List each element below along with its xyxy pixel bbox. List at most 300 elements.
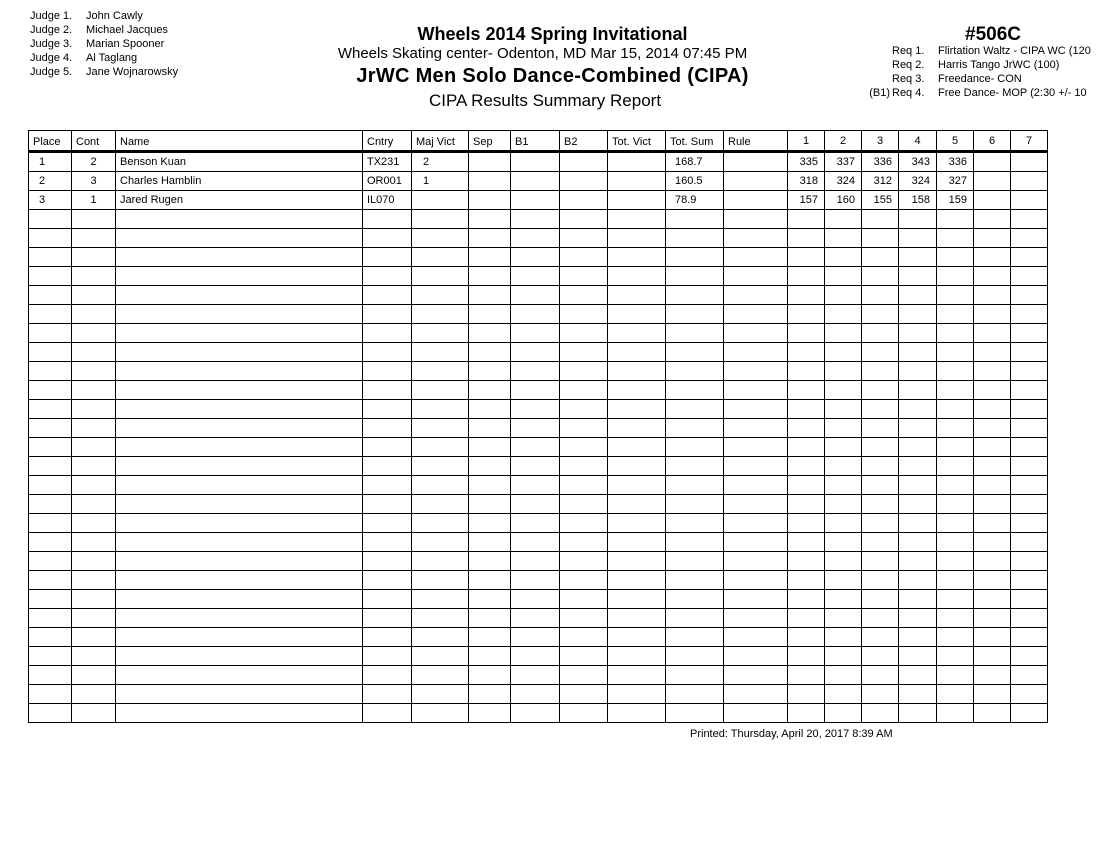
- empty-cell: [666, 704, 724, 723]
- cell-judge-5: 327: [937, 172, 974, 191]
- empty-cell: [560, 533, 608, 552]
- empty-cell: [666, 514, 724, 533]
- empty-cell: [72, 476, 116, 495]
- empty-cell: [608, 476, 666, 495]
- empty-cell: [666, 324, 724, 343]
- empty-cell: [899, 628, 937, 647]
- empty-cell: [937, 286, 974, 305]
- empty-cell: [788, 248, 825, 267]
- empty-cell: [511, 552, 560, 571]
- empty-cell: [899, 400, 937, 419]
- empty-cell: [1011, 286, 1048, 305]
- empty-cell: [363, 362, 412, 381]
- empty-cell: [116, 476, 363, 495]
- empty-cell: [29, 381, 72, 400]
- empty-cell: [1011, 229, 1048, 248]
- empty-cell: [937, 647, 974, 666]
- col-sep: Sep: [469, 131, 511, 152]
- empty-cell: [825, 628, 862, 647]
- empty-cell: [974, 495, 1011, 514]
- empty-cell: [363, 628, 412, 647]
- empty-cell: [469, 286, 511, 305]
- empty-cell: [974, 704, 1011, 723]
- empty-cell: [974, 609, 1011, 628]
- empty-cell: [825, 590, 862, 609]
- empty-cell: [608, 229, 666, 248]
- empty-cell: [469, 571, 511, 590]
- empty-cell: [974, 438, 1011, 457]
- empty-cell: [469, 552, 511, 571]
- empty-cell: [1011, 324, 1048, 343]
- empty-table-row: [29, 552, 1048, 571]
- empty-cell: [608, 495, 666, 514]
- cell-name: Charles Hamblin: [116, 172, 363, 191]
- empty-table-row: [29, 647, 1048, 666]
- empty-cell: [899, 210, 937, 229]
- empty-cell: [937, 514, 974, 533]
- empty-cell: [788, 419, 825, 438]
- empty-cell: [1011, 457, 1048, 476]
- empty-cell: [469, 704, 511, 723]
- cell-judge-1: 318: [788, 172, 825, 191]
- empty-cell: [560, 457, 608, 476]
- empty-cell: [469, 533, 511, 552]
- empty-cell: [974, 647, 1011, 666]
- empty-cell: [72, 457, 116, 476]
- empty-cell: [608, 685, 666, 704]
- col-rule: Rule: [724, 131, 788, 152]
- empty-cell: [511, 305, 560, 324]
- empty-cell: [666, 685, 724, 704]
- empty-cell: [72, 438, 116, 457]
- empty-cell: [363, 495, 412, 514]
- empty-cell: [899, 495, 937, 514]
- empty-cell: [72, 419, 116, 438]
- empty-cell: [825, 495, 862, 514]
- empty-cell: [724, 457, 788, 476]
- empty-cell: [412, 324, 469, 343]
- empty-cell: [666, 400, 724, 419]
- judge-line: Judge 5. Jane Wojnarowsky: [30, 66, 179, 78]
- empty-cell: [862, 305, 899, 324]
- empty-cell: [825, 533, 862, 552]
- empty-cell: [608, 419, 666, 438]
- empty-cell: [1011, 381, 1048, 400]
- empty-cell: [825, 704, 862, 723]
- cell-cntry: IL070: [363, 191, 412, 210]
- judge-name: Al Taglang: [86, 52, 138, 64]
- empty-cell: [511, 457, 560, 476]
- empty-table-row: [29, 210, 1048, 229]
- cell-judge-7: [1011, 152, 1048, 172]
- empty-cell: [937, 704, 974, 723]
- empty-cell: [29, 248, 72, 267]
- empty-cell: [469, 248, 511, 267]
- empty-cell: [511, 419, 560, 438]
- cell-judge-6: [974, 191, 1011, 210]
- empty-cell: [116, 400, 363, 419]
- empty-cell: [899, 704, 937, 723]
- empty-cell: [29, 495, 72, 514]
- empty-cell: [511, 229, 560, 248]
- empty-cell: [72, 571, 116, 590]
- empty-cell: [862, 704, 899, 723]
- empty-cell: [788, 286, 825, 305]
- empty-cell: [469, 400, 511, 419]
- empty-cell: [363, 685, 412, 704]
- empty-cell: [788, 590, 825, 609]
- cell-judge-3: 312: [862, 172, 899, 191]
- empty-cell: [116, 514, 363, 533]
- empty-cell: [511, 704, 560, 723]
- empty-cell: [72, 324, 116, 343]
- empty-cell: [666, 533, 724, 552]
- empty-cell: [937, 343, 974, 362]
- empty-cell: [724, 305, 788, 324]
- empty-cell: [862, 666, 899, 685]
- empty-cell: [363, 590, 412, 609]
- empty-cell: [511, 343, 560, 362]
- empty-cell: [974, 381, 1011, 400]
- empty-cell: [724, 590, 788, 609]
- empty-cell: [974, 476, 1011, 495]
- empty-cell: [937, 267, 974, 286]
- col-judge-5: 5: [937, 131, 974, 152]
- event-name: JrWC Men Solo Dance-Combined (CIPA): [356, 65, 749, 87]
- venue-line: Wheels Skating center- Odenton, MD Mar 15, 2014 07:45 PM: [337, 45, 748, 62]
- cell-judge-1: 335: [788, 152, 825, 172]
- empty-cell: [724, 552, 788, 571]
- empty-cell: [825, 647, 862, 666]
- empty-cell: [666, 552, 724, 571]
- empty-cell: [469, 476, 511, 495]
- empty-cell: [974, 248, 1011, 267]
- empty-cell: [862, 628, 899, 647]
- empty-cell: [974, 533, 1011, 552]
- empty-cell: [1011, 419, 1048, 438]
- empty-cell: [724, 248, 788, 267]
- cell-judge-6: [974, 152, 1011, 172]
- empty-cell: [825, 457, 862, 476]
- empty-cell: [560, 685, 608, 704]
- col-name: Name: [116, 131, 363, 152]
- cell-place: 2: [29, 172, 72, 191]
- empty-cell: [29, 210, 72, 229]
- empty-cell: [825, 552, 862, 571]
- empty-cell: [412, 438, 469, 457]
- empty-cell: [363, 419, 412, 438]
- empty-cell: [116, 286, 363, 305]
- empty-cell: [724, 609, 788, 628]
- empty-cell: [363, 552, 412, 571]
- empty-cell: [608, 666, 666, 685]
- empty-cell: [666, 647, 724, 666]
- empty-table-row: [29, 267, 1048, 286]
- empty-cell: [666, 305, 724, 324]
- empty-cell: [72, 343, 116, 362]
- empty-cell: [788, 476, 825, 495]
- empty-cell: [412, 704, 469, 723]
- empty-cell: [1011, 647, 1048, 666]
- empty-cell: [412, 495, 469, 514]
- empty-cell: [862, 552, 899, 571]
- empty-cell: [1011, 552, 1048, 571]
- empty-cell: [412, 666, 469, 685]
- empty-cell: [363, 400, 412, 419]
- empty-cell: [560, 343, 608, 362]
- empty-cell: [788, 229, 825, 248]
- empty-cell: [937, 533, 974, 552]
- empty-cell: [899, 571, 937, 590]
- empty-cell: [899, 457, 937, 476]
- empty-cell: [363, 533, 412, 552]
- empty-cell: [862, 438, 899, 457]
- empty-cell: [666, 457, 724, 476]
- empty-cell: [29, 286, 72, 305]
- empty-cell: [899, 419, 937, 438]
- col-b1: B1: [511, 131, 560, 152]
- empty-cell: [511, 647, 560, 666]
- empty-cell: [29, 647, 72, 666]
- empty-cell: [724, 229, 788, 248]
- col-tot-vict: Tot. Vict: [608, 131, 666, 152]
- empty-cell: [511, 533, 560, 552]
- empty-cell: [469, 609, 511, 628]
- empty-cell: [412, 343, 469, 362]
- empty-cell: [666, 229, 724, 248]
- empty-cell: [724, 343, 788, 362]
- requirements-list: [862, 44, 1091, 100]
- empty-cell: [412, 248, 469, 267]
- empty-cell: [899, 552, 937, 571]
- empty-cell: [29, 514, 72, 533]
- empty-cell: [1011, 495, 1048, 514]
- empty-cell: [1011, 685, 1048, 704]
- judge-name: John Cawly: [86, 10, 143, 22]
- empty-cell: [608, 457, 666, 476]
- empty-cell: [469, 324, 511, 343]
- empty-cell: [788, 305, 825, 324]
- empty-cell: [937, 248, 974, 267]
- cell-judge-3: 155: [862, 191, 899, 210]
- cell-maj-vict: [412, 191, 469, 210]
- empty-cell: [937, 609, 974, 628]
- cell-judge-7: [1011, 191, 1048, 210]
- empty-cell: [974, 628, 1011, 647]
- empty-cell: [974, 552, 1011, 571]
- cell-place: 1: [29, 152, 72, 172]
- empty-cell: [899, 685, 937, 704]
- empty-cell: [788, 609, 825, 628]
- empty-cell: [363, 286, 412, 305]
- empty-cell: [825, 381, 862, 400]
- cell-judge-2: 160: [825, 191, 862, 210]
- cell-judge-7: [1011, 172, 1048, 191]
- competition-title: Wheels 2014 Spring Invitational: [417, 24, 688, 44]
- empty-cell: [666, 609, 724, 628]
- empty-cell: [469, 210, 511, 229]
- empty-cell: [412, 571, 469, 590]
- empty-table-row: [29, 704, 1048, 723]
- empty-cell: [1011, 609, 1048, 628]
- col-judge-4: 4: [899, 131, 937, 152]
- empty-cell: [29, 343, 72, 362]
- empty-table-row: [29, 229, 1048, 248]
- empty-cell: [412, 685, 469, 704]
- empty-cell: [862, 533, 899, 552]
- empty-cell: [511, 210, 560, 229]
- empty-cell: [862, 685, 899, 704]
- empty-cell: [511, 438, 560, 457]
- cell-tot-vict: [608, 152, 666, 172]
- cell-b1: [511, 172, 560, 191]
- empty-cell: [116, 609, 363, 628]
- empty-cell: [560, 267, 608, 286]
- empty-cell: [560, 476, 608, 495]
- cell-b1: [511, 191, 560, 210]
- empty-cell: [937, 685, 974, 704]
- empty-table-row: [29, 628, 1048, 647]
- empty-cell: [788, 343, 825, 362]
- cell-sep: [469, 152, 511, 172]
- empty-cell: [560, 419, 608, 438]
- empty-table-row: [29, 381, 1048, 400]
- empty-cell: [788, 647, 825, 666]
- cell-sep: [469, 191, 511, 210]
- empty-cell: [72, 628, 116, 647]
- cell-name: Jared Rugen: [116, 191, 363, 210]
- empty-cell: [560, 210, 608, 229]
- empty-cell: [974, 457, 1011, 476]
- empty-cell: [862, 419, 899, 438]
- empty-cell: [1011, 343, 1048, 362]
- empty-cell: [29, 704, 72, 723]
- empty-cell: [560, 286, 608, 305]
- empty-cell: [412, 514, 469, 533]
- empty-cell: [899, 381, 937, 400]
- empty-cell: [825, 666, 862, 685]
- empty-cell: [862, 495, 899, 514]
- empty-cell: [560, 362, 608, 381]
- empty-cell: [974, 571, 1011, 590]
- empty-cell: [608, 362, 666, 381]
- empty-cell: [511, 362, 560, 381]
- empty-cell: [862, 362, 899, 381]
- empty-cell: [560, 248, 608, 267]
- empty-table-row: [29, 438, 1048, 457]
- empty-cell: [788, 628, 825, 647]
- empty-cell: [899, 286, 937, 305]
- empty-cell: [974, 305, 1011, 324]
- cell-cntry: TX231: [363, 152, 412, 172]
- requirement-line: Req 1. Flirtation Waltz - CIPA WC (120: [892, 45, 1091, 57]
- empty-cell: [724, 628, 788, 647]
- empty-cell: [116, 305, 363, 324]
- empty-cell: [937, 362, 974, 381]
- requirement-line: (B1) Req 4. Free Dance- MOP (2:30 +/- 10: [869, 87, 1087, 99]
- empty-cell: [608, 514, 666, 533]
- empty-cell: [363, 704, 412, 723]
- empty-cell: [862, 267, 899, 286]
- cell-judge-6: [974, 172, 1011, 191]
- empty-table-row: [29, 362, 1048, 381]
- empty-cell: [116, 381, 363, 400]
- cell-tot-sum: 160.5: [666, 172, 724, 191]
- empty-cell: [724, 324, 788, 343]
- empty-cell: [469, 457, 511, 476]
- empty-cell: [937, 324, 974, 343]
- empty-cell: [363, 457, 412, 476]
- empty-cell: [724, 514, 788, 533]
- empty-cell: [724, 495, 788, 514]
- empty-cell: [899, 362, 937, 381]
- empty-cell: [724, 685, 788, 704]
- empty-cell: [363, 666, 412, 685]
- empty-cell: [974, 286, 1011, 305]
- empty-cell: [724, 267, 788, 286]
- empty-cell: [666, 362, 724, 381]
- empty-table-row: [29, 324, 1048, 343]
- empty-cell: [862, 514, 899, 533]
- empty-cell: [1011, 438, 1048, 457]
- cell-tot-sum: 78.9: [666, 191, 724, 210]
- empty-cell: [788, 267, 825, 286]
- empty-cell: [469, 381, 511, 400]
- empty-cell: [899, 343, 937, 362]
- judge-name: Michael Jacques: [86, 24, 168, 36]
- empty-table-row: [29, 666, 1048, 685]
- cell-sep: [469, 172, 511, 191]
- empty-cell: [116, 628, 363, 647]
- empty-cell: [937, 381, 974, 400]
- empty-cell: [560, 552, 608, 571]
- empty-table-row: [29, 419, 1048, 438]
- empty-cell: [29, 628, 72, 647]
- empty-cell: [469, 229, 511, 248]
- empty-cell: [29, 267, 72, 286]
- col-judge-2: 2: [825, 131, 862, 152]
- empty-cell: [608, 248, 666, 267]
- empty-cell: [1011, 628, 1048, 647]
- empty-cell: [511, 400, 560, 419]
- results-table: [28, 130, 1048, 723]
- empty-cell: [511, 324, 560, 343]
- empty-cell: [116, 590, 363, 609]
- empty-cell: [608, 647, 666, 666]
- empty-cell: [974, 267, 1011, 286]
- empty-cell: [862, 343, 899, 362]
- empty-cell: [666, 438, 724, 457]
- empty-cell: [608, 438, 666, 457]
- empty-cell: [825, 400, 862, 419]
- empty-cell: [937, 400, 974, 419]
- empty-cell: [1011, 704, 1048, 723]
- empty-cell: [899, 248, 937, 267]
- empty-cell: [72, 666, 116, 685]
- empty-cell: [666, 666, 724, 685]
- empty-cell: [862, 476, 899, 495]
- empty-cell: [608, 590, 666, 609]
- empty-cell: [412, 609, 469, 628]
- empty-cell: [724, 704, 788, 723]
- empty-cell: [116, 647, 363, 666]
- empty-cell: [72, 362, 116, 381]
- col-b2: B2: [560, 131, 608, 152]
- empty-cell: [116, 457, 363, 476]
- empty-cell: [469, 343, 511, 362]
- empty-cell: [862, 248, 899, 267]
- empty-table-row: [29, 571, 1048, 590]
